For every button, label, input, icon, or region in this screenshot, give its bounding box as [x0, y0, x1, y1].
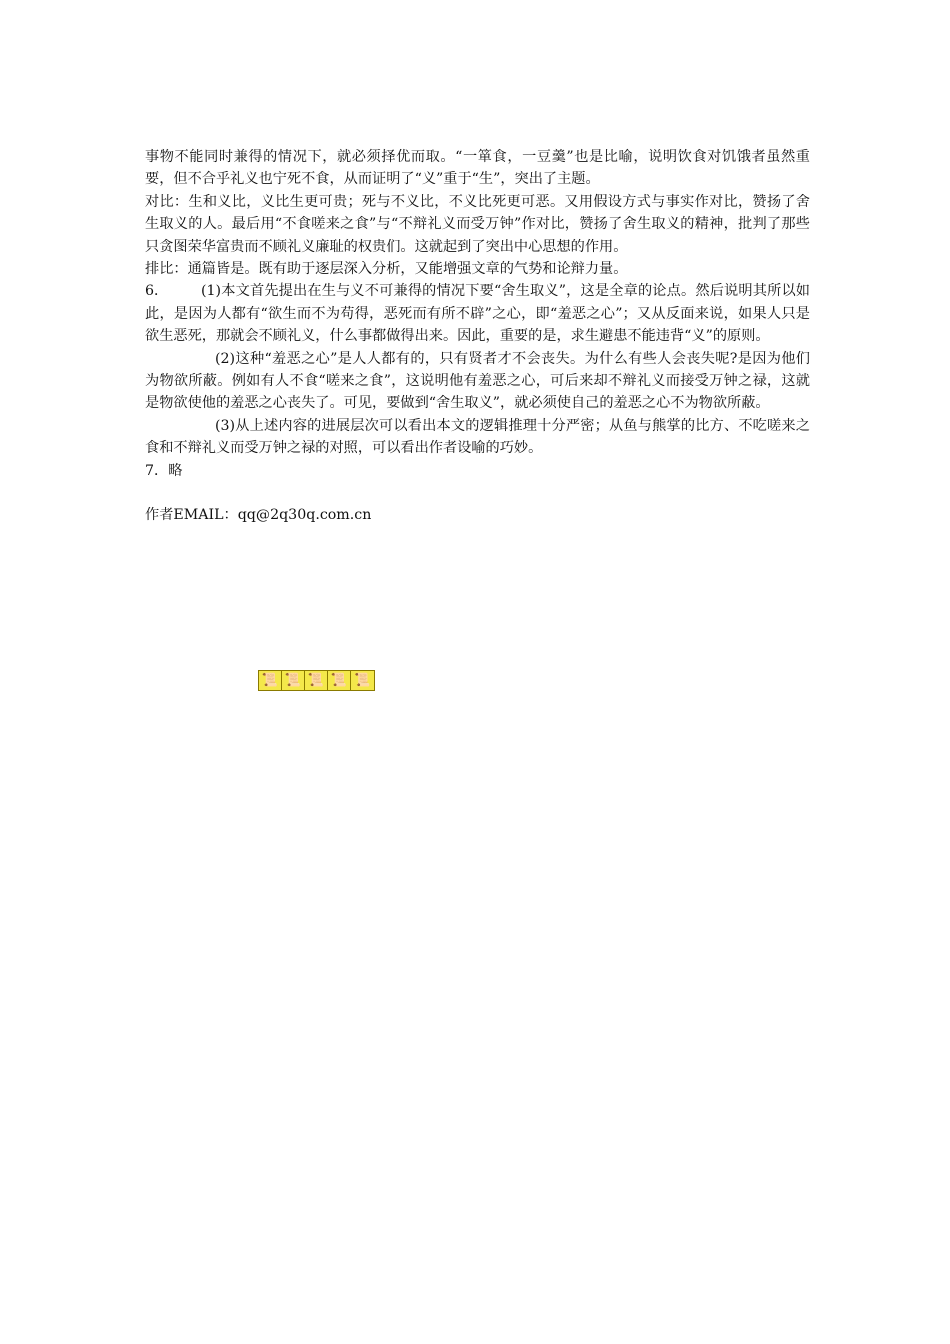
scroll-icon: 📜 [282, 671, 305, 690]
paragraph-contrast: 对比：生和义比，义比生更可贵；死与不义比，不义比死更可恶。又用假设方式与事实作对比，赞扬了舍生取义的人。最后用“不食嗟来之食”与“不辩礼义而受万钟”作对比，赞扬了舍生取义的精神，批判了那些只贪图荣华富贵而不顾礼义廉耻的权贵们。这就起到了突出中心思想的作用。 [145, 193, 810, 255]
paragraph-metaphor-cont: 事物不能同时兼得的情况下，就必须择优而取。“一箪食，一豆羹”也是比喻，说明饮食对饥饿者虽然重要，但不合乎礼义也宁死不食，从而证明了“义”重于“生”，突出了主题。 [145, 149, 810, 188]
question-6-part-1 [145, 280, 810, 347]
question-6-part-2: (2)这种“羞恶之心”是人人都有的，只有贤者才不会丧失。为什么有些人会丧失呢?是因为他们为物欲所蔽。例如有人不食“嗟来之食”，这说明他有羞恶之心，可后来却不辩礼义而接受万钟之禄，这就是物欲使他的羞恶之心丧失了。可见，要做到“舍生取义”，就必须使自己的羞恶之心不为物欲所蔽。 [145, 350, 810, 412]
scroll-icon: 📜 [305, 671, 328, 690]
question-6-part-1-text: (1)本文首先提出在生与义不可兼得的情况下要“舍生取义”，这是全章的论点。然后说明其所以如此，是因为人都有“欲生而不为苟得，恶死而有所不辟”之心，即“羞恶之心”；又从反面来说，如果人只是欲生恶死，那就会不顾礼义，什么事都做得出来。因此，重要的是，求生避患不能违背“义”的原则。 [145, 283, 810, 345]
paragraph-parallelism: 排比：通篇皆是。既有助于逐层深入分析，又能增强文章的气势和论辩力量。 [145, 261, 628, 278]
spacer [145, 482, 810, 504]
question-7: 7．略 [145, 462, 183, 479]
author-email: 作者EMAIL：qq@2q30q.com.cn [145, 507, 372, 524]
scroll-icon: 📜 [328, 671, 351, 690]
question-number: 6． [145, 283, 169, 300]
scroll-icon: 📜 [351, 671, 374, 690]
scroll-icon: 📜 [259, 671, 282, 690]
document-body [145, 146, 810, 527]
decorative-icon-strip [258, 670, 375, 691]
question-6-part-3: (3)从上述内容的进展层次可以看出本文的逻辑推理十分严密；从鱼与熊掌的比方、不吃嗟来之食和不辩礼义而受万钟之禄的对照，可以看出作者设喻的巧妙。 [145, 417, 810, 457]
